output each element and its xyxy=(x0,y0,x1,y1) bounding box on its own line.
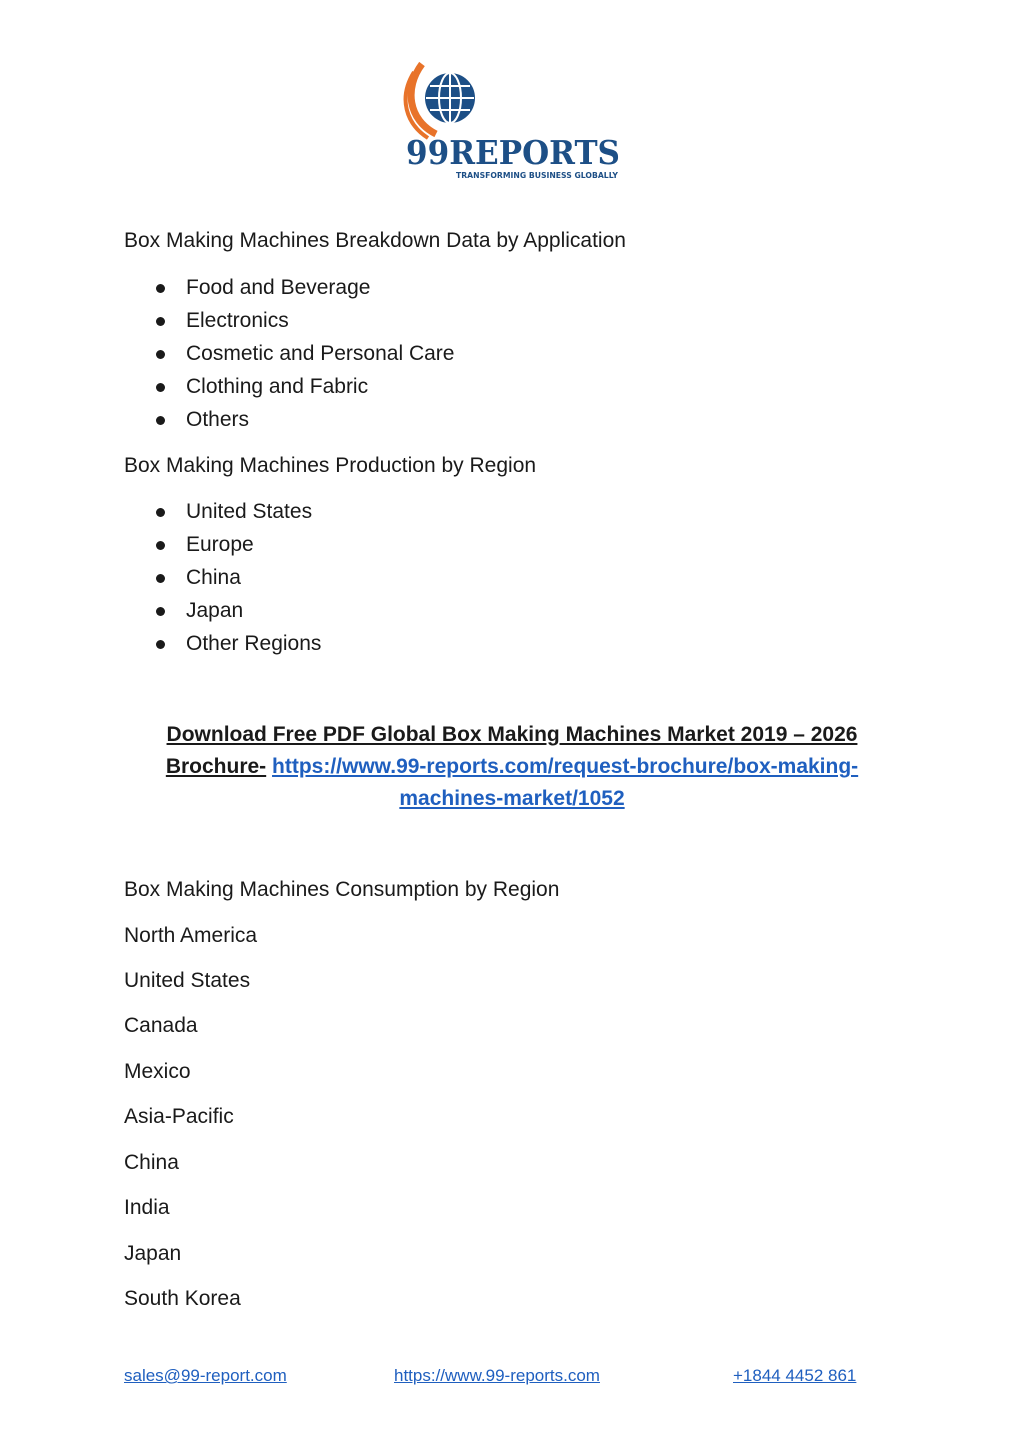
bullet-dot xyxy=(156,383,165,392)
footer-website-link[interactable]: https://www.99-reports.com xyxy=(394,1366,600,1385)
consumption-item: Mexico xyxy=(124,1060,191,1083)
consumption-item: Japan xyxy=(124,1242,182,1265)
consumption-item: South Korea xyxy=(124,1287,241,1310)
consumption-heading: Box Making Machines Consumption by Region xyxy=(124,878,560,901)
production-item: Other Regions xyxy=(186,632,322,655)
download-line-1 xyxy=(0,721,1024,749)
consumption-item: Asia-Pacific xyxy=(124,1105,234,1128)
logo-tagline: TRANSFORMING BUSINESS GLOBALLY xyxy=(456,171,619,180)
production-item: Japan xyxy=(186,599,244,622)
bullet-dot xyxy=(156,541,165,550)
production-item: Europe xyxy=(186,533,254,556)
consumption-item: United States xyxy=(124,969,251,992)
consumption-item: North America xyxy=(124,924,258,947)
brochure-label: Brochure- xyxy=(165,755,267,778)
production-item: China xyxy=(186,566,241,589)
application-item: Electronics xyxy=(186,309,289,332)
bullet-dot xyxy=(156,416,165,425)
application-item: Others xyxy=(186,408,250,431)
brochure-link-continued[interactable]: machines-market/1052 xyxy=(399,787,625,810)
brochure-link[interactable]: https://www.99-reports.com/request-brochure/box-making- xyxy=(272,755,859,778)
production-item: United States xyxy=(186,500,313,523)
download-title: Download Free PDF Global Box Making Machines Market 2019 – 2026 xyxy=(166,723,858,746)
download-line-2 xyxy=(0,753,1024,781)
bullet-dot xyxy=(156,284,165,293)
footer-phone-link[interactable]: +1844 4452 861 xyxy=(733,1366,857,1385)
bullet-dot xyxy=(156,607,165,616)
application-item: Food and Beverage xyxy=(186,276,371,299)
application-item: Cosmetic and Personal Care xyxy=(186,342,455,365)
bullet-dot xyxy=(156,640,165,649)
download-line-3 xyxy=(0,785,1024,813)
company-logo xyxy=(402,58,624,184)
bullet-dot xyxy=(156,350,165,359)
logo-wordmark: 99REPORTS xyxy=(406,133,620,172)
consumption-item: Canada xyxy=(124,1014,198,1037)
bullet-dot xyxy=(156,508,165,517)
consumption-item: India xyxy=(124,1196,170,1219)
footer-email-link[interactable]: sales@99-report.com xyxy=(124,1366,287,1385)
consumption-item: China xyxy=(124,1151,179,1174)
globe-icon xyxy=(406,64,475,138)
production-heading: Box Making Machines Production by Region xyxy=(124,454,537,477)
bullet-dot xyxy=(156,317,165,326)
bullet-dot xyxy=(156,574,165,583)
application-heading: Box Making Machines Breakdown Data by Application xyxy=(124,229,626,252)
application-item: Clothing and Fabric xyxy=(186,375,369,398)
